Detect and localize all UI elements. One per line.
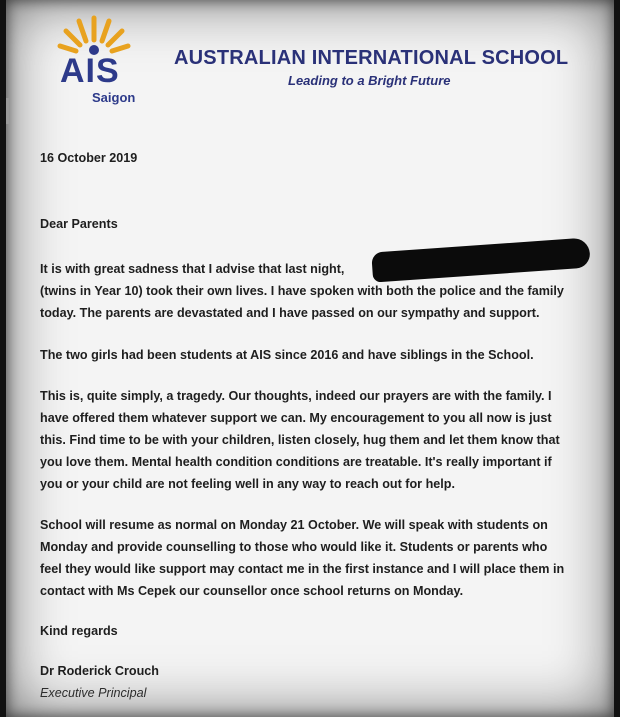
paragraph-3-line-1: This is, quite simply, a tragedy. Our thoughts, indeed our prayers are with the family. I [40,389,552,403]
logo-letters: AIS [60,52,120,90]
paragraph-4-line-4: contact with Ms Cepek our counsellor once school returns on Monday. [40,584,464,598]
paragraph-4-line-2: Monday and provide counselling to those who would like it. Students or parents who [40,540,548,554]
paragraph-3-line-4: you love them. Mental health condition conditions are treatable. It's really important if [40,455,552,469]
letter-closing: Kind regards [40,624,118,638]
signer-title: Executive Principal [40,686,147,700]
letter-salutation: Dear Parents [40,217,118,231]
paragraph-1-line-2: (twins in Year 10) took their own lives. I have spoken with both the police and the family [40,284,564,298]
paragraph-3-line-3: this. Find time to be with your children, listen closely, hug them and let them know that [40,433,560,447]
paragraph-3-line-2: have offered them whatever support we can. My encouragement to you all now is just [40,411,552,425]
logo-city: Saigon [92,90,136,105]
school-logo [46,6,136,106]
letter-page [6,0,614,717]
signer-name: Dr Roderick Crouch [40,664,159,678]
redaction-mark [371,237,591,282]
paragraph-3-line-5: you or your child are not feeling well in any way to reach out for help. [40,477,455,491]
paragraph-1-line-1: It is with great sadness that I advise that last night, [40,262,345,276]
paragraph-4-line-1: School will resume as normal on Monday 21 October. We will speak with students on [40,518,548,532]
school-tagline: Leading to a Bright Future [288,73,451,88]
paragraph-2: The two girls had been students at AIS since 2016 and have siblings in the School. [40,348,534,362]
school-name: AUSTRALIAN INTERNATIONAL SCHOOL [174,47,569,69]
page-edge-mark [6,98,9,124]
letter-date: 16 October 2019 [40,151,138,165]
paragraph-1-line-3: today. The parents are devastated and I have passed on our sympathy and support. [40,306,540,320]
paragraph-4-line-3: feel they would like support may contact me in the first instance and I will place them in [40,562,565,576]
